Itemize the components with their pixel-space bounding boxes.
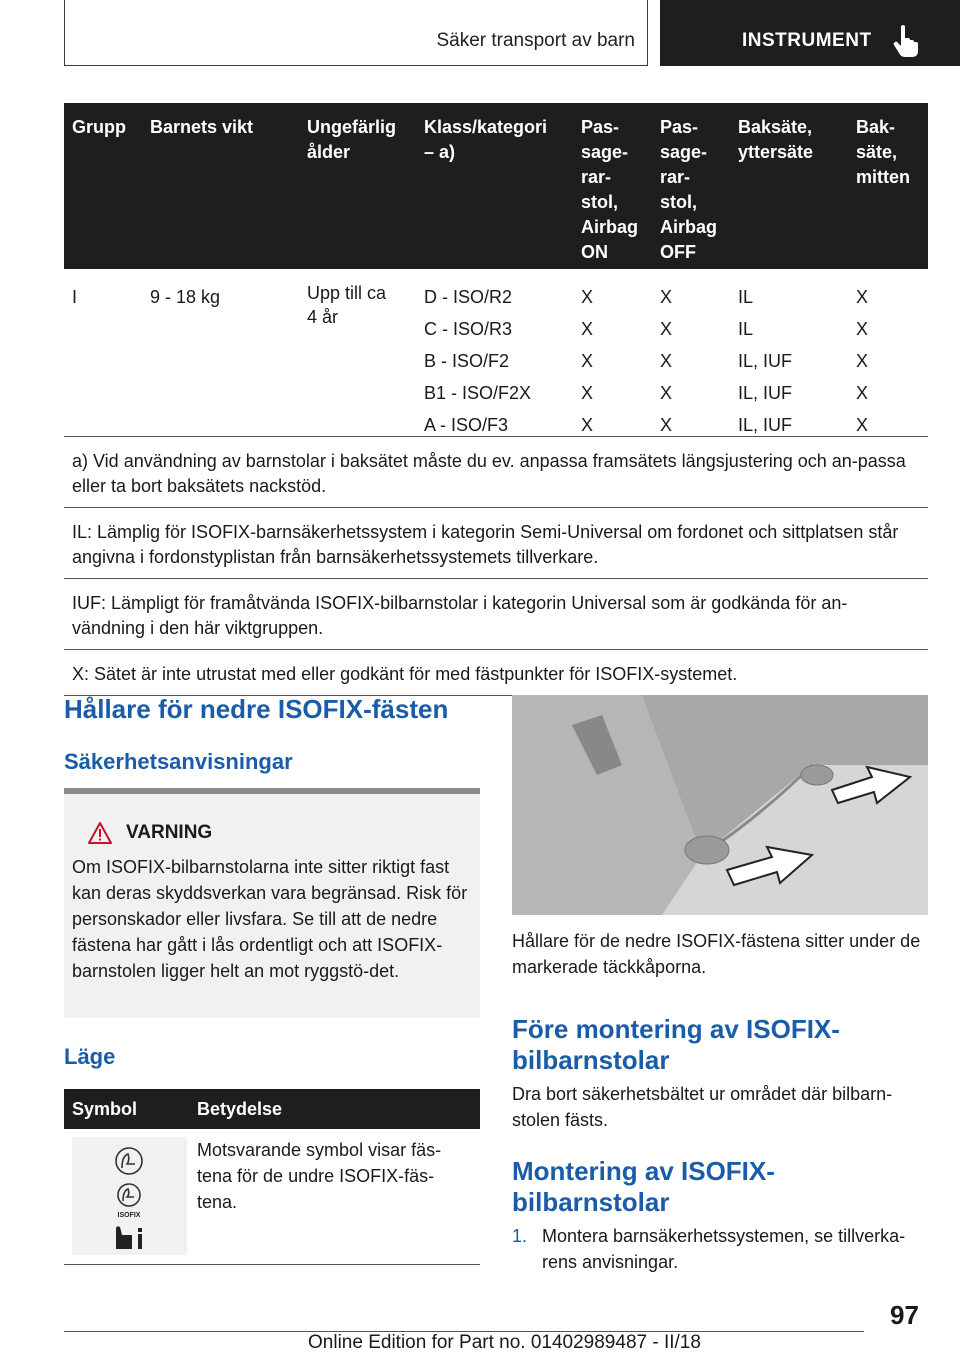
cell-age: Upp till ca 4 år [307, 283, 387, 327]
header-cell-weight: Barnets vikt [150, 117, 254, 137]
cell-classes: D - ISO/R2 C - ISO/R3 B - ISO/F2 B1 - ISO/F2X A - ISO/F3 [424, 287, 532, 435]
isofix-table [64, 103, 928, 696]
header-cell-rear-middle: Bak- säte, mitten [856, 117, 910, 187]
section-heading: Hållare för nedre ISOFIX-fästen [64, 694, 449, 724]
table-row [64, 269, 928, 437]
section-title: Säker transport av barn [436, 30, 635, 51]
before-mounting-heading: Före montering av ISOFIX-bilbarnstolar [512, 1014, 840, 1075]
symbol-meaning: Motsvarande symbol visar fäs-tena för de undre ISOFIX-fäs-tena. [197, 1140, 442, 1212]
step-number: 1. [512, 1226, 528, 1246]
isofix-seat-icon [72, 1137, 187, 1255]
symbol-table [64, 1089, 480, 1265]
rear-seat-photo [512, 695, 928, 915]
cell-weight: 9 - 18 kg [150, 287, 221, 307]
location-heading: Läge [64, 1044, 116, 1069]
table-row [64, 1129, 480, 1265]
header-cell-airbag-on: Pas- sage- rar- stol, Airbag ON [581, 117, 639, 262]
cell-group: I [72, 287, 78, 307]
header-cell-airbag-off: Pas- sage- rar- stol, Airbag OFF [660, 117, 718, 262]
page-header [0, 0, 960, 66]
mounting-heading: Montering av ISOFIX-bilbarnstolar [512, 1156, 775, 1217]
photo-caption: Hållare för de nedre ISOFIX-fästena sitter under de markerade täckkåporna. [512, 931, 921, 977]
before-mounting-text: Dra bort säkerhetsbältet ur området där bilbarn-stolen fästs. [512, 1084, 893, 1130]
page-number: 97 [890, 1300, 919, 1330]
meaning-col-header: Betydelse [197, 1099, 283, 1119]
table-note-il: IL: Lämplig för ISOFIX-barnsäkerhetssystem i kategorin Semi-Universal om fordonet och sittplatsen står angivna i fordonstyplistan från barnsäkerhetssystemets tillverkare. [64, 508, 928, 579]
safety-heading: Säkerhetsanvisningar [64, 749, 293, 774]
cell-airbag-off: X X X X X [660, 287, 673, 435]
header-cell-class: Klass/kategori – a) [424, 117, 548, 162]
symbol-col-header: Symbol [72, 1099, 138, 1119]
cell-rear-outer: IL IL IL, IUF IL, IUF IL, IUF [738, 287, 793, 435]
header-cell-age: Ungefärlig ålder [307, 117, 397, 162]
cell-rear-middle: X X X X X [856, 287, 869, 435]
edition-text: Online Edition for Part no. 01402989487 - II/18 [308, 1332, 701, 1353]
symbol-table-header [64, 1089, 480, 1129]
isofix-symbol [72, 1137, 187, 1255]
warning-text: Om ISOFIX-bilbarnstolarna inte sitter riktigt fast kan deras skyddsverkan vara begränsad. Risk för personskador eller livsfara. Se till att de nedre fästena har gått i lås ordentligt och att ISOFIX-barnstolen ligger helt an mot ryggstö-det. [72, 857, 468, 981]
warning-title: VARNING [88, 822, 212, 844]
header-cell-group: Grupp [72, 117, 126, 137]
chapter-tab [660, 0, 960, 66]
table-header [64, 103, 928, 269]
pointing-hand-icon [892, 24, 920, 58]
step-text: Montera barnsäkerhetssystemen, se tillverka-rens anvisningar. [542, 1226, 906, 1272]
chapter-title: INSTRUMENT [742, 30, 872, 51]
table-note-x: X: Sätet är inte utrustat med eller godkänt för med fästpunkter för ISOFIX-systemet. [64, 650, 928, 696]
warning-triangle-icon [88, 822, 112, 844]
cell-airbag-on: X X X X X [581, 287, 594, 435]
header-cell-rear-outer: Baksäte, yttersäte [738, 117, 814, 162]
section-tab [64, 0, 648, 66]
table-note-iuf: IUF: Lämpligt för framåtvända ISOFIX-bilbarnstolar i kategorin Universal som är godkända för an-vändning i den här viktgruppen. [64, 579, 928, 650]
svg-text:ISOFIX: ISOFIX [117, 1212, 141, 1219]
warning-box [64, 788, 480, 1018]
table-note-a: a) Vid användning av barnstolar i baksätet måste du ev. anpassa framsätets längsjustering och an-passa eller ta bort baksätets nackstöd. [64, 437, 928, 508]
isofix-location-illustration [512, 695, 928, 915]
